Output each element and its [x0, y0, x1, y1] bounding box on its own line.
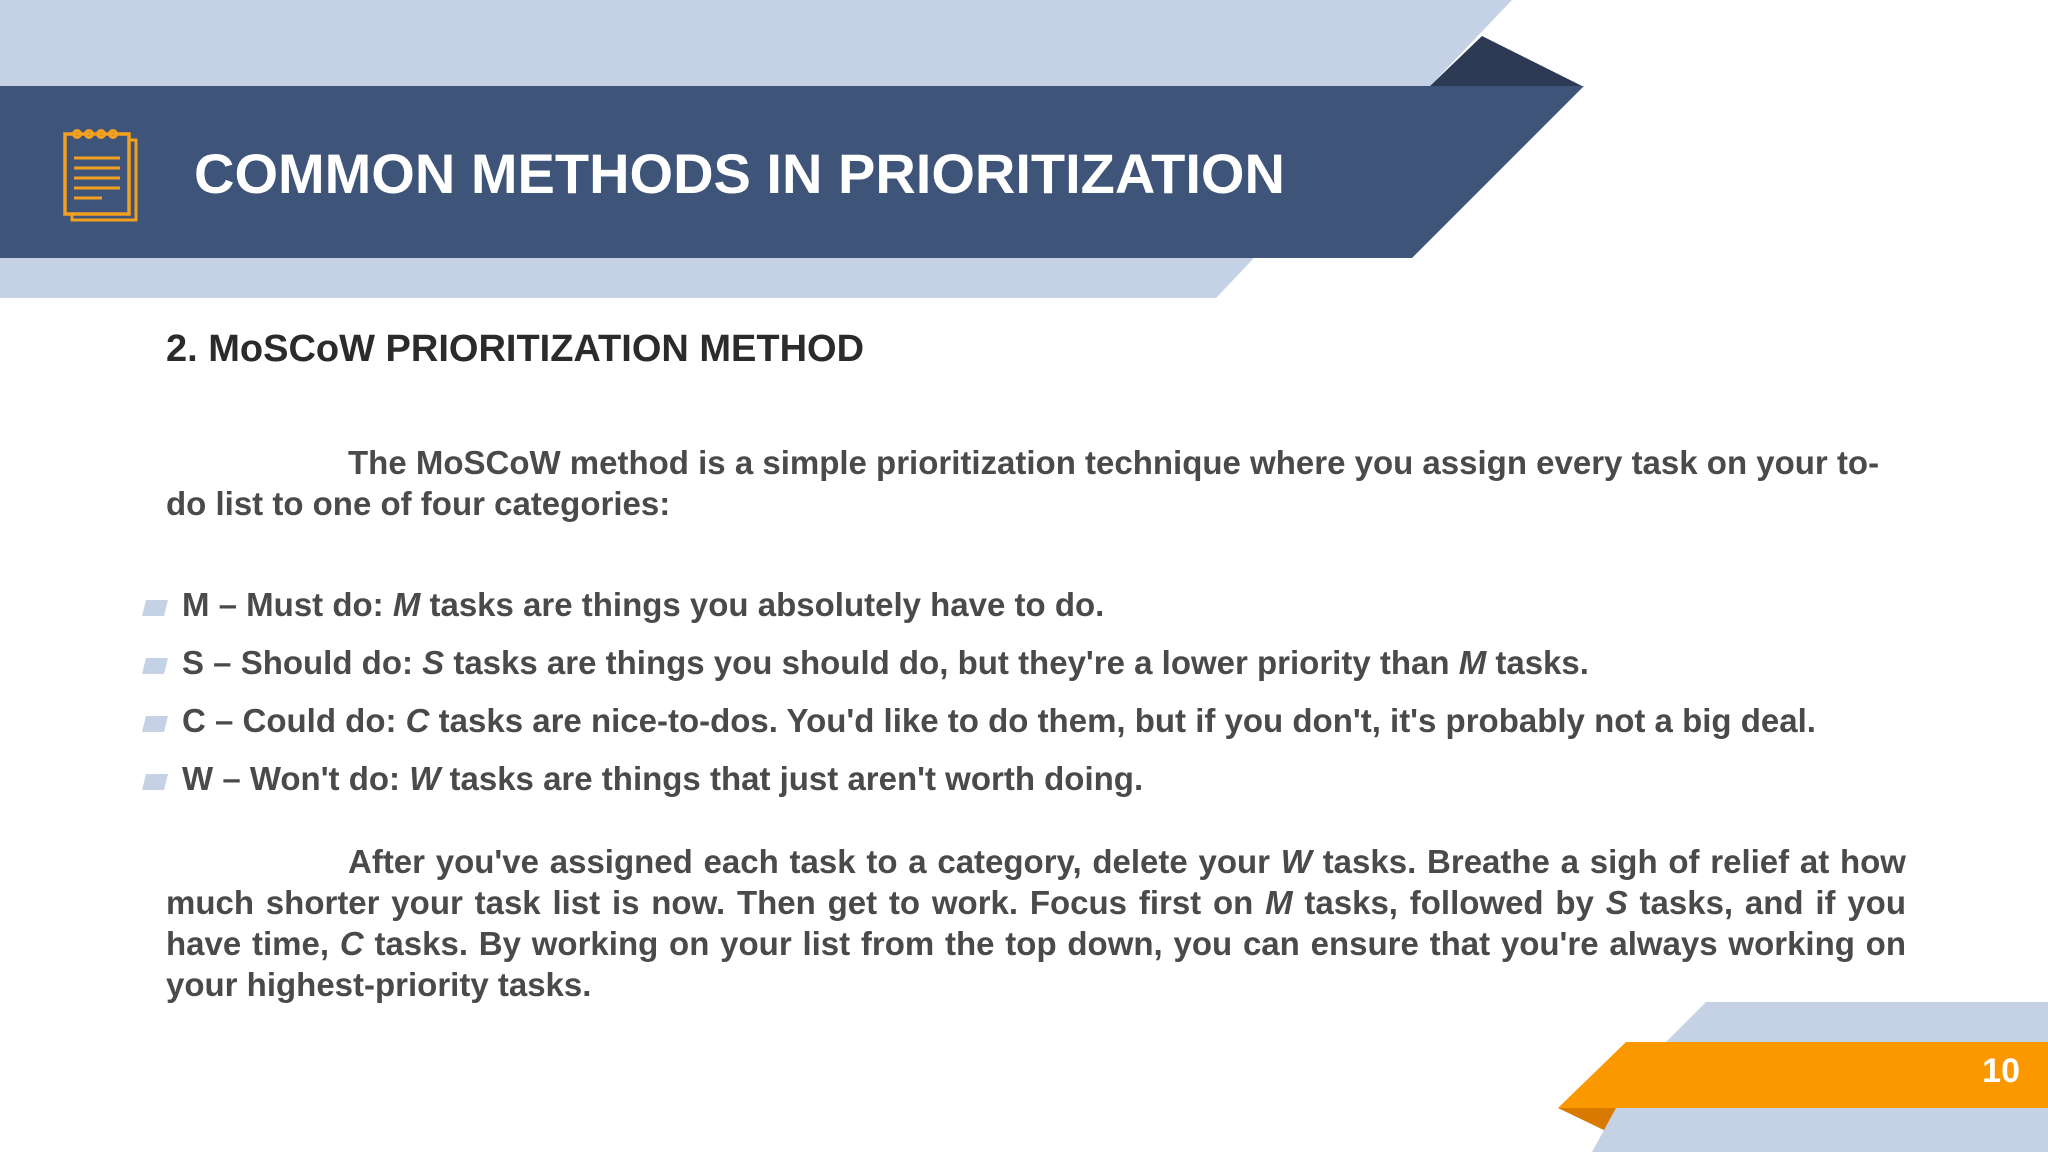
closing-text: tasks, followed by: [1292, 884, 1606, 921]
closing-text: tasks. Breathe a sigh of relief at how much shorter your task list is now. Then get to work. Focus first on: [166, 843, 1906, 921]
closing-text: After you've assigned each task to a category, delete your: [348, 843, 1281, 880]
item-key: C: [405, 702, 430, 739]
top-light-band: [0, 0, 1512, 86]
bottom-light-band-bottom: [1592, 1108, 2048, 1152]
closing-key: M: [1265, 884, 1293, 921]
intro-text: The MoSCoW method is a simple prioritization technique where you assign every task on your to-do list to one of four categories:: [166, 444, 1880, 522]
moscow-list: [142, 580, 1816, 812]
item-text: tasks.: [1486, 644, 1589, 681]
page-number: 10: [1982, 1052, 2020, 1090]
item-label: M – Must do:: [182, 586, 393, 623]
list-item-must: [142, 580, 1816, 638]
closing-key: S: [1605, 884, 1628, 921]
item-text: tasks are things that just aren't worth doing.: [440, 760, 1144, 797]
closing-text: tasks, and if you have time,: [166, 884, 1906, 962]
closing-text: tasks. By working on your list from the top down, you can ensure that you're always working on your highest-priority tasks.: [166, 925, 1907, 1003]
item-label: C – Could do:: [182, 702, 406, 739]
closing-key: W: [1280, 843, 1312, 880]
item-label: S – Should do:: [182, 644, 423, 681]
section-heading: 2. MoSCoW PRIORITIZATION METHOD: [166, 328, 865, 370]
item-text: tasks are things you should do, but they're a lower priority than: [444, 644, 1459, 681]
closing-key: C: [339, 925, 364, 962]
intro-paragraph: [166, 442, 1906, 524]
item-text: tasks are nice-to-dos. You'd like to do them, but if you don't, it's probably not a big deal.: [429, 702, 1816, 739]
item-key: M: [1458, 644, 1487, 681]
list-item-wont: [142, 754, 1816, 812]
bullet-icon: [142, 774, 168, 790]
item-label: W – Won't do:: [182, 760, 410, 797]
closing-paragraph: [166, 841, 1906, 1005]
header-under-band: [0, 258, 1254, 298]
slide-title: COMMON METHODS IN PRIORITIZATION: [194, 142, 1285, 205]
bullet-icon: [142, 716, 168, 732]
item-text: tasks are things you absolutely have to do.: [420, 586, 1105, 623]
item-key: S: [422, 644, 445, 681]
notepad-icon: [62, 128, 138, 222]
bullet-icon: [142, 600, 168, 616]
list-item-should: [142, 638, 1816, 696]
item-key: M: [392, 586, 421, 623]
item-key: W: [409, 760, 441, 797]
bottom-light-band-top: [1666, 1002, 2048, 1042]
bullet-icon: [142, 658, 168, 674]
list-item-could: [142, 696, 1816, 754]
